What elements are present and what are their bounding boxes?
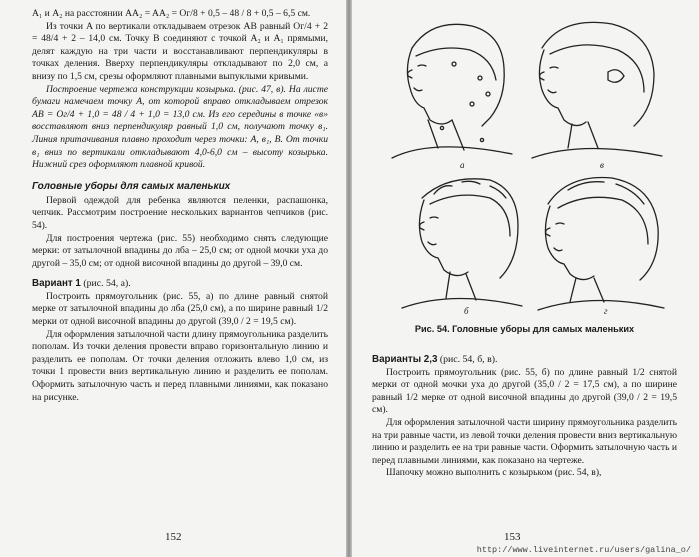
figure-label-b: б [464,306,469,316]
left-paragraphs [32,8,328,172]
head-b-drawing [532,22,662,158]
paragraph: Построить прямоугольник (рис. 55, а) по длине равный снятой мерке от затылочной впадины до лба (25,0 см), а по ширине равный 1/2 мерки от одной височной впадины до другой (39,0 / 2 = 19,5 см). [32,290,328,328]
bonnet-figure [372,8,677,318]
head-d-drawing [538,178,664,310]
variant-ref: (рис. 54, б, в). [437,354,498,365]
figure-label-a: а [460,160,465,170]
source-url: http://www.liveinternet.ru/users/galina_o/ [476,545,691,555]
figure-label-g: г [604,306,608,316]
variant-ref: (рис. 54, а). [80,278,131,290]
paragraph: Для построения чертежа (рис. 55) необходимо снять следующие мерки: от затылочной впадины до лба – 25,0 см; от одной мочки уха до другой – 35,0 см; от одной височной впадины до другой – 39,0 см. [32,232,328,269]
variant-2-3-heading [372,354,677,367]
paragraph: Из точки A по вертикали откладываем отрезок AB равный Ог/4 + 2 = 48/4 + 2 – 14,0 см. Точку B соединяют с точкой A₂ и A₁ прямыми, делят каждую на три части и восстанавливают перпендикуляры в точках деления. Вверху перпендикуляры откладывают по 2,0 см, а внизу по 1,5 см, срезы оформляют плавными выпуклыми кривыми. [32,20,328,82]
bonnet-illustrations [372,8,677,318]
paragraph: Построить прямоугольник (рис. 55, б) по длине равный 1/2 снятой мерки от одной мочки уха до другой (35,0 / 2 = 17,5 см), а по ширине равный 1/2 мерке от одной височной впадины до другой (39,0 / 2 = 19,5 см). [372,366,677,416]
right-page [352,0,699,557]
paragraph: Для оформления затылочной части длину прямоугольника разделить пополам. Из точки деления провести вправо горизонтальную линию и разделить ее пополам. От точки деления отложить влево 1,0 см, из точки 1 провести вниз вертикальную линию и разделить ее пополам. Оформить затылочную часть и перед плавными линиями, как показано на рисунке. [32,328,328,403]
paragraph: Шапочку можно выполнить с козырьком (рис. 54, в), [386,467,602,479]
left-page [0,0,346,557]
figure-label-v: в [600,160,604,170]
section-heading: Головные уборы для самых маленьких [32,180,231,192]
head-c-drawing [402,179,522,308]
variant-1-heading [32,278,328,291]
page-number-right: 153 [504,531,521,543]
paragraph: A₁ и A₂ на расстоянии AA₂ = AA₂ = Ог/8 + 0,5 – 48 / 8 + 0,5 – 6,5 см. [32,8,311,19]
paragraph: Построение чертежа конструкции козырька. (рис. 47, в). На листе бумаги намечаем точку A, от которой вправо откладываем отрезок AB = Ог/4 + 1,0 = 48 / 4 + 1,0 = 13,0 см. Из его середины в точке «в» восставляют вниз перпендикуляр равный 1,0 см, получают точку в₁. Линия притачивания плавно проходит через точки: A, в₁, B. От точки в₁ вниз по вертикали откладывают 4,0-6,0 см – высоту козырька. Нижний срез оформляют плавной кривой. [32,83,328,171]
head-a-drawing [392,24,512,158]
paragraph: Для оформления затылочной части ширину прямоугольника разделить на три равные части, из левой точки деления провести вниз вертикальную линию и разделить ее на три равные части. Оформить затылочную часть и перед плавными линиями, как показано на чертеже. [372,416,677,466]
variant-label: Варианты 2,3 [372,354,438,365]
variant-label: Вариант 1 [32,278,81,290]
paragraph: Первой одеждой для ребенка являются пеленки, распашонка, чепчик. Рассмотрим построение нескольких вариантов чепчиков (рис. 54). [32,194,328,231]
left-paragraphs-3 [32,291,328,404]
figure-caption: Рис. 54. Головные уборы для самых маленьких [414,324,635,334]
left-paragraphs-2 [32,195,328,271]
right-paragraphs [372,367,677,480]
page-number-left: 152 [165,531,182,543]
